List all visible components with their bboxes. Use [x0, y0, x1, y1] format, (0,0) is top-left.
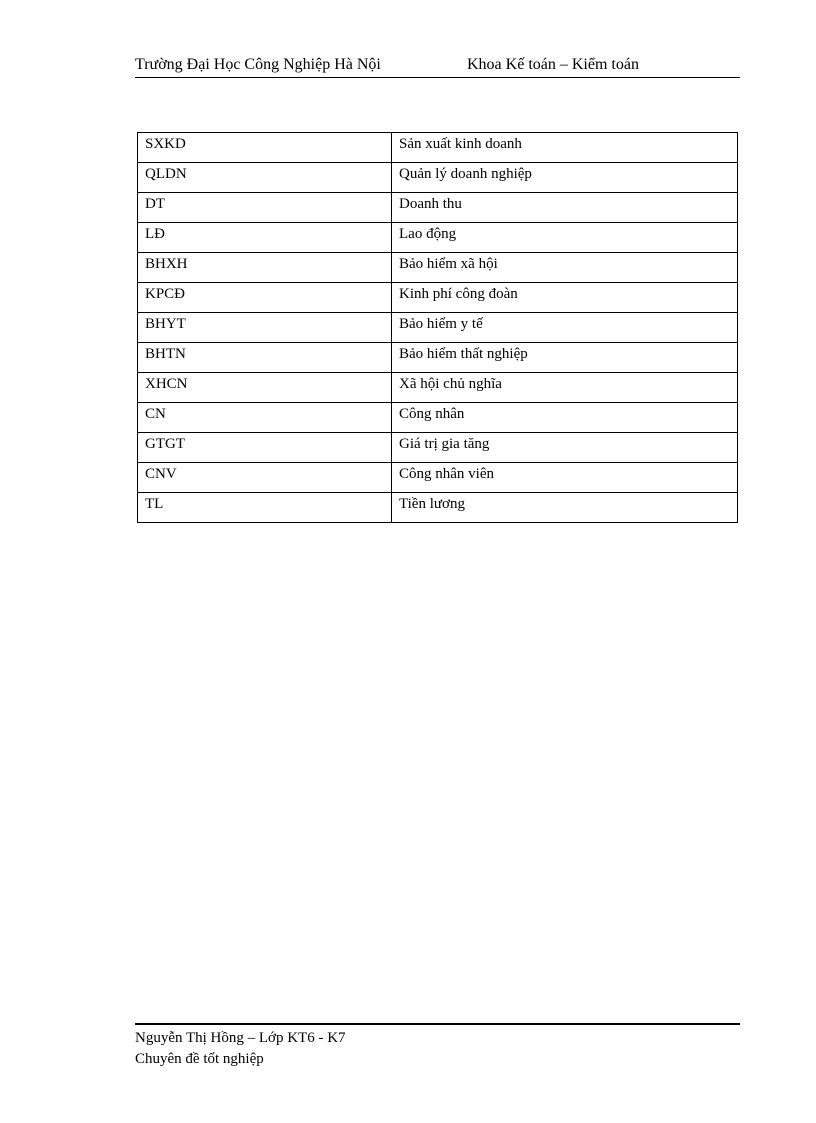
table-row — [138, 313, 738, 343]
page-header — [135, 56, 740, 78]
abbreviation-meaning: Lao động — [392, 223, 738, 253]
table-row — [138, 343, 738, 373]
table-row — [138, 433, 738, 463]
author-line: Nguyễn Thị Hồng – Lớp KT6 - K7 — [135, 1030, 346, 1046]
abbreviation-code: XHCN — [138, 373, 392, 403]
abbreviation-table — [137, 132, 738, 523]
abbreviation-meaning: Giá trị gia tăng — [392, 433, 738, 463]
footer-divider — [135, 1023, 740, 1025]
abbreviation-code: GTGT — [138, 433, 392, 463]
table-row — [138, 403, 738, 433]
abbreviation-code: BHXH — [138, 253, 392, 283]
abbreviation-code: QLDN — [138, 163, 392, 193]
table-row — [138, 193, 738, 223]
table-row — [138, 133, 738, 163]
abbreviation-meaning: Quản lý doanh nghiệp — [392, 163, 738, 193]
table-row — [138, 283, 738, 313]
department-name: Khoa Kế toán – Kiểm toán — [467, 56, 639, 73]
abbreviation-meaning: Công nhân — [392, 403, 738, 433]
abbreviation-meaning: Tiền lương — [392, 493, 738, 523]
abbreviation-code: BHYT — [138, 313, 392, 343]
abbreviation-meaning: Bảo hiểm y tế — [392, 313, 738, 343]
table-row — [138, 163, 738, 193]
abbreviation-code: CN — [138, 403, 392, 433]
header-divider — [135, 77, 740, 78]
school-name: Trường Đại Học Công Nghiệp Hà Nội — [135, 56, 381, 73]
abbreviation-code: SXKD — [138, 133, 392, 163]
abbreviation-code: BHTN — [138, 343, 392, 373]
abbreviation-meaning: Công nhân viên — [392, 463, 738, 493]
abbreviation-code: LĐ — [138, 223, 392, 253]
abbreviation-meaning: Xã hội chủ nghĩa — [392, 373, 738, 403]
abbreviation-table-body — [138, 133, 738, 523]
table-row — [138, 373, 738, 403]
abbreviation-meaning: Sản xuất kinh doanh — [392, 133, 738, 163]
table-row — [138, 223, 738, 253]
abbreviation-code: TL — [138, 493, 392, 523]
page-footer — [135, 1028, 346, 1070]
abbreviation-meaning: Bảo hiểm thất nghiệp — [392, 343, 738, 373]
abbreviation-code: KPCĐ — [138, 283, 392, 313]
table-row — [138, 253, 738, 283]
document-type: Chuyên đề tốt nghiệp — [135, 1051, 264, 1067]
abbreviation-meaning: Bảo hiểm xã hội — [392, 253, 738, 283]
abbreviation-code: DT — [138, 193, 392, 223]
abbreviation-meaning: Doanh thu — [392, 193, 738, 223]
abbreviation-meaning: Kinh phí công đoàn — [392, 283, 738, 313]
abbreviation-code: CNV — [138, 463, 392, 493]
table-row — [138, 463, 738, 493]
table-row — [138, 493, 738, 523]
